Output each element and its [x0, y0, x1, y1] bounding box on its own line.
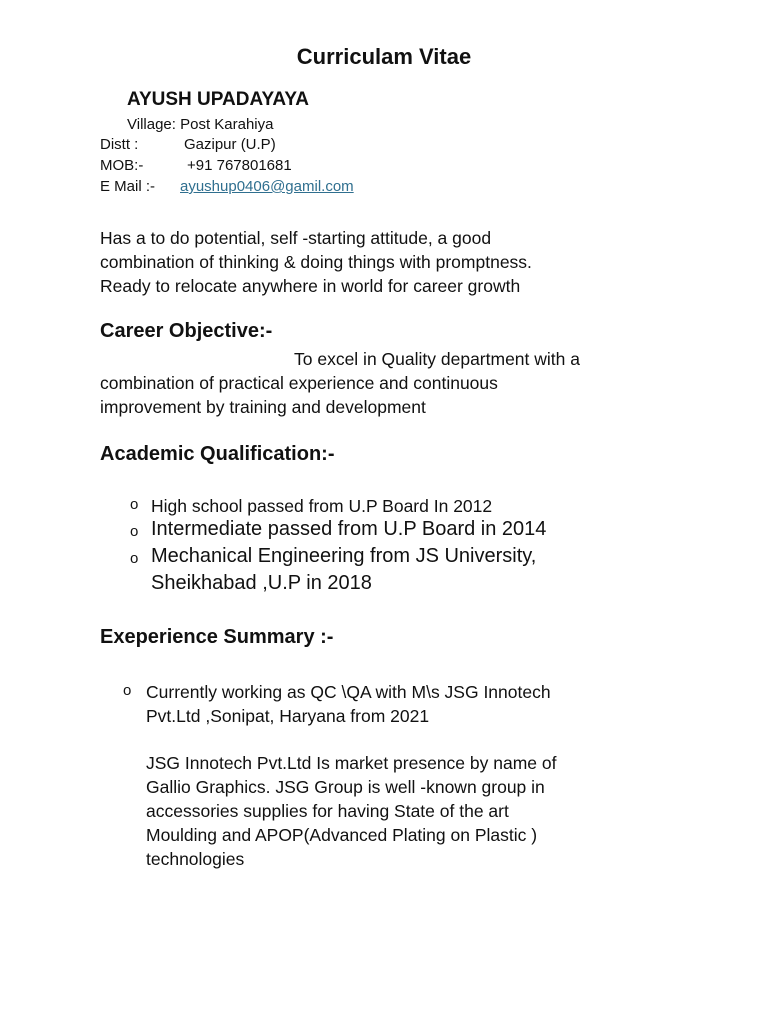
academic-heading: Academic Qualification:-: [100, 443, 335, 465]
village-line: Village: Post Karahiya: [127, 116, 274, 133]
experience-bullet: o: [123, 682, 132, 699]
experience-heading: Exeperience Summary :-: [100, 626, 334, 648]
academic-bullet-2: o: [130, 523, 139, 540]
career-objective-line-2: combination of practical experience and continuous: [100, 373, 498, 393]
distt-label: Distt :: [100, 136, 139, 153]
academic-item-3: Mechanical Engineering from JS University,: [151, 545, 537, 567]
mob-value: +91 767801681: [187, 157, 292, 174]
summary-line-1: Has a to do potential, self -starting attitude, a good: [100, 228, 492, 248]
experience-desc-line-2: Gallio Graphics. JSG Group is well -known group in: [146, 777, 545, 797]
summary-line-2: combination of thinking & doing things with promptness.: [100, 252, 532, 272]
candidate-name: AYUSH UPADAYAYA: [127, 89, 310, 110]
email-label: E Mail :-: [100, 178, 156, 195]
experience-desc-line-3: accessories supplies for having State of the art: [146, 801, 509, 821]
distt-value: Gazipur (U.P): [184, 136, 276, 153]
experience-item-line-1: Currently working as QC \QA with M\s JSG Innotech: [146, 682, 551, 702]
academic-bullet-3: o: [130, 550, 139, 567]
document-title: Curriculam Vitae: [296, 44, 472, 69]
academic-item-2: Intermediate passed from U.P Board in 2014: [151, 518, 547, 540]
career-objective-line-3: improvement by training and development: [100, 397, 426, 417]
email-link[interactable]: ayushup0406@gamil.com: [180, 178, 354, 195]
academic-item-1: High school passed from U.P Board In 2012: [151, 496, 493, 516]
experience-desc-line-4: Moulding and APOP(Advanced Plating on Plastic ): [146, 825, 538, 845]
career-objective-heading: Career Objective:-: [100, 320, 273, 342]
academic-item-3-cont: Sheikhabad ,U.P in 2018: [151, 572, 372, 594]
experience-desc-line-5: technologies: [146, 849, 245, 869]
academic-bullet-1: o: [130, 496, 139, 513]
experience-desc-line-1: JSG Innotech Pvt.Ltd Is market presence by name of: [146, 753, 557, 773]
summary-line-3: Ready to relocate anywhere in world for career growth: [100, 276, 521, 296]
experience-item-line-2: Pvt.Ltd ,Sonipat, Haryana from 2021: [146, 706, 430, 726]
career-objective-line-1: To excel in Quality department with a: [294, 349, 580, 369]
mob-label: MOB:-: [100, 157, 144, 174]
